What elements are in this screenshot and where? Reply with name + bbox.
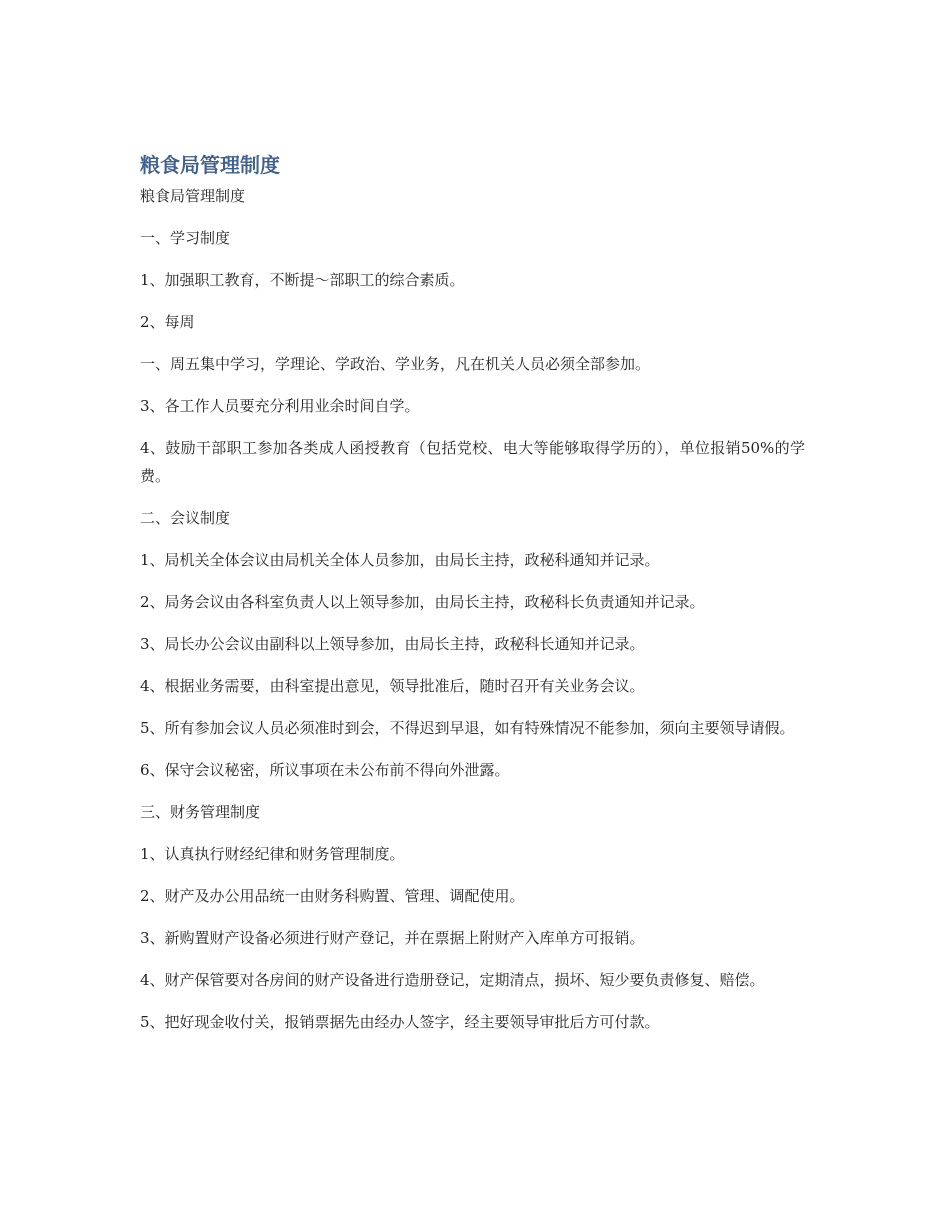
paragraph: 一、周五集中学习，学理论、学政治、学业务，凡在机关人员必须全部参加。	[140, 355, 651, 373]
section-heading-meeting: 二、会议制度	[140, 509, 231, 527]
section-heading-study: 一、学习制度	[140, 229, 231, 247]
paragraph: 1、认真执行财经纪律和财务管理制度。	[140, 845, 405, 863]
paragraph: 2、局务会议由各科室负责人以上领导参加，由局长主持，政秘科长负责通知并记录。	[140, 593, 705, 611]
paragraph: 4、财产保管要对各房间的财产设备进行造册登记，定期清点，损坏、短少要负责修复、赔偿。	[140, 971, 765, 989]
document-subtitle: 粮食局管理制度	[140, 187, 246, 205]
paragraph: 4、鼓励干部职工参加各类成人函授教育（包括党校、电大等能够取得学历的），单位报销50%的学费。	[140, 439, 805, 485]
document-body	[140, 148, 805, 1050]
paragraph: 2、每周	[140, 313, 195, 331]
paragraph: 1、局机关全体会议由局机关全体人员参加，由局长主持，政秘科通知并记录。	[140, 551, 660, 569]
paragraph: 5、所有参加会议人员必须准时到会，不得迟到早退，如有特殊情况不能参加，须向主要领导请假。	[140, 719, 795, 737]
section-heading-finance: 三、财务管理制度	[140, 803, 261, 821]
paragraph: 3、新购置财产设备必须进行财产登记，并在票据上附财产入库单方可报销。	[140, 929, 645, 947]
paragraph: 1、加强职工教育，不断提～部职工的综合素质。	[140, 271, 465, 289]
paragraph: 2、财产及办公用品统一由财务科购置、管理、调配使用。	[140, 887, 525, 905]
paragraph: 3、局长办公会议由副科以上领导参加，由局长主持，政秘科长通知并记录。	[140, 635, 645, 653]
paragraph: 3、各工作人员要充分利用业余时间自学。	[140, 397, 420, 415]
paragraph: 4、根据业务需要，由科室提出意见，领导批准后，随时召开有关业务会议。	[140, 677, 645, 695]
paragraph: 5、把好现金收付关，报销票据先由经办人签字，经主要领导审批后方可付款。	[140, 1013, 660, 1031]
paragraph: 6、保守会议秘密，所议事项在未公布前不得向外泄露。	[140, 761, 510, 779]
document-title: 粮食局管理制度	[140, 153, 280, 177]
